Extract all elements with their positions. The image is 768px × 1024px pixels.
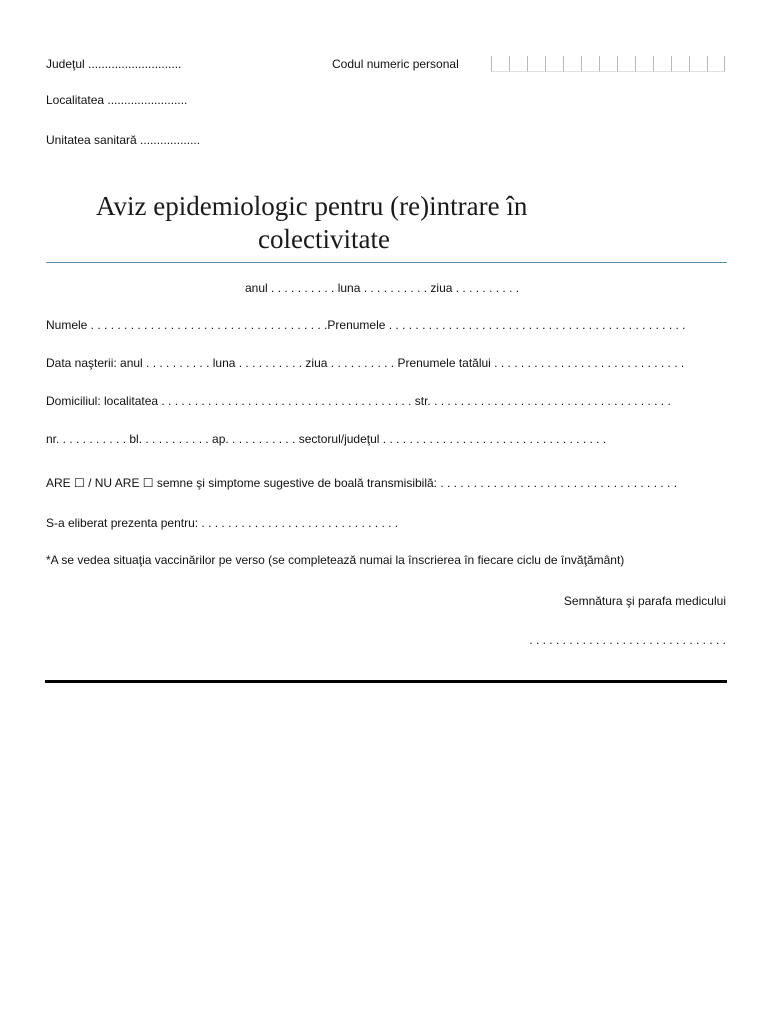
cnp-digit-box[interactable] xyxy=(527,56,545,72)
bottom-divider xyxy=(45,680,727,683)
cnp-digit-box[interactable] xyxy=(617,56,635,72)
cnp-digit-box[interactable] xyxy=(689,56,707,72)
localitate-field: Localitatea ........................ xyxy=(46,93,188,107)
cnp-grid xyxy=(491,56,725,72)
name-line: Numele . . . . . . . . . . . . . . . . . . . . . . . . . . . . . . . . . . . .Prenumele . . . . . . . . . . . . . . . . . . . . . . . . . . . . . . . . . . . . . . . . . . . . . xyxy=(46,318,686,332)
cnp-label: Codul numeric personal xyxy=(332,57,459,71)
symptoms-line: ARE ☐ / NU ARE ☐ semne şi simptome sugestive de boală transmisibilă: . . . . . . . . . . . . . . . . . . . . . . . . . . . . . . . . . . . . xyxy=(46,476,678,490)
cnp-digit-box[interactable] xyxy=(635,56,653,72)
vaccination-note: *A se vedea situaţia vaccinărilor pe verso (se completează numai la înscrierea în fiecare ciclu de învăţământ) xyxy=(46,553,625,567)
cnp-digit-box[interactable] xyxy=(581,56,599,72)
document-title-line2: colectivitate xyxy=(258,224,390,254)
date-line: anul . . . . . . . . . . luna . . . . . . . . . . ziua . . . . . . . . . . xyxy=(245,281,520,295)
unitate-sanitara-field: Unitatea sanitară .................. xyxy=(46,133,201,147)
address-line: nr. . . . . . . . . . . bl. . . . . . . . . . . ap. . . . . . . . . . . sectorul/judeţul . . . . . . . . . . . . . . . . . . . . . . . . . . . . . . . . . . xyxy=(46,432,607,446)
cnp-digit-box[interactable] xyxy=(653,56,671,72)
signature-dots: . . . . . . . . . . . . . . . . . . . . . . . . . . . . . . xyxy=(529,633,726,647)
cnp-digit-box[interactable] xyxy=(509,56,527,72)
cnp-digit-box[interactable] xyxy=(491,56,509,72)
cnp-digit-box[interactable] xyxy=(599,56,617,72)
cnp-digit-box[interactable] xyxy=(707,56,725,72)
judet-field: Judeţul ............................ xyxy=(46,57,182,71)
document-title-line1: Aviz epidemiologic pentru (re)intrare în xyxy=(96,191,528,221)
cnp-digit-box[interactable] xyxy=(671,56,689,72)
issued-for-line: S-a eliberat prezenta pentru: . . . . . . . . . . . . . . . . . . . . . . . . . . . . . . xyxy=(46,516,399,530)
domicile-line: Domiciliul: localitatea . . . . . . . . . . . . . . . . . . . . . . . . . . . . . . . . . . . . . . str. . . . . . . . . . . . . . . . . . . . . . . . . . . . . . . . . . . . . xyxy=(46,394,671,408)
cnp-digit-box[interactable] xyxy=(545,56,563,72)
signature-label: Semnătura şi parafa medicului xyxy=(563,594,726,608)
birth-date-line: Data naşterii: anul . . . . . . . . . . luna . . . . . . . . . . ziua . . . . . . . . . . Prenumele tatălui . . . . . . . . . . . . . . . . . . . . . . . . . . . . . xyxy=(46,356,685,370)
title-divider xyxy=(46,262,727,263)
cnp-digit-box[interactable] xyxy=(563,56,581,72)
